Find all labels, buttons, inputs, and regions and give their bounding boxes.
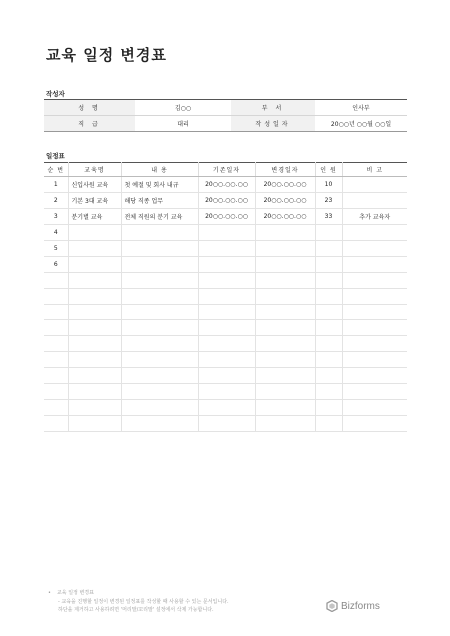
schedule-cell (342, 336, 407, 352)
writer-value-cell: 김○○ (135, 100, 231, 116)
schedule-cell (315, 384, 342, 400)
schedule-cell (342, 352, 407, 368)
schedule-cell: 분기별 교육 (68, 208, 121, 224)
schedule-table (44, 162, 407, 432)
schedule-cell (255, 240, 315, 256)
schedule-cell (121, 336, 198, 352)
writer-value-cell: 인사부 (315, 100, 407, 116)
schedule-cell (342, 400, 407, 416)
schedule-cell (44, 416, 68, 432)
schedule-cell (342, 384, 407, 400)
schedule-column-header: 인 원 (315, 163, 342, 177)
schedule-cell: 첫 예절 및 회사 내규 (121, 177, 198, 193)
footer-title: 교육 일정 변경표 (56, 590, 94, 596)
schedule-cell (68, 256, 121, 272)
schedule-cell (68, 368, 121, 384)
schedule-cell (44, 336, 68, 352)
schedule-cell: 추가 교육자 (342, 208, 407, 224)
schedule-cell (255, 352, 315, 368)
schedule-cell (255, 416, 315, 432)
schedule-cell (342, 224, 407, 240)
schedule-cell (315, 416, 342, 432)
schedule-cell (121, 352, 198, 368)
schedule-cell (121, 320, 198, 336)
schedule-cell (255, 384, 315, 400)
schedule-cell (198, 336, 255, 352)
schedule-cell (68, 384, 121, 400)
schedule-cell (68, 240, 121, 256)
footer-line-2: - 교육을 진행할 일정이 변경된 일정표를 작성할 때 사용할 수 있는 문서입니다. (58, 598, 229, 605)
footer-line-3: 하단을 제거하고 사용하려면 '머리말/꼬리말' 설정에서 삭제 가능합니다. (58, 607, 214, 613)
schedule-cell (44, 304, 68, 320)
table-row (44, 272, 407, 288)
schedule-cell: 기본 3대 교육 (68, 192, 121, 208)
schedule-cell (121, 368, 198, 384)
writer-info-table (44, 99, 407, 132)
schedule-cell (255, 336, 315, 352)
schedule-cell (44, 384, 68, 400)
schedule-cell (255, 256, 315, 272)
schedule-cell (198, 384, 255, 400)
schedule-cell (198, 272, 255, 288)
schedule-cell (198, 368, 255, 384)
schedule-cell (315, 224, 342, 240)
schedule-cell (198, 288, 255, 304)
schedule-cell (255, 272, 315, 288)
schedule-cell (198, 400, 255, 416)
writer-label-cell: 직 급 (44, 116, 135, 132)
table-row (44, 288, 407, 304)
table-row (44, 368, 407, 384)
schedule-cell (342, 192, 407, 208)
schedule-cell (121, 384, 198, 400)
bizforms-logo-icon (326, 600, 338, 612)
schedule-cell (315, 288, 342, 304)
schedule-cell (315, 352, 342, 368)
schedule-cell (255, 288, 315, 304)
schedule-cell (255, 320, 315, 336)
schedule-cell (342, 240, 407, 256)
table-row (44, 384, 407, 400)
footer-note (48, 589, 229, 615)
schedule-cell (315, 336, 342, 352)
schedule-cell: 20○○.○○.○○ (198, 208, 255, 224)
schedule-cell (315, 240, 342, 256)
table-row (44, 320, 407, 336)
schedule-cell: 해당 직종 업무 (121, 192, 198, 208)
schedule-cell (121, 400, 198, 416)
schedule-cell (198, 224, 255, 240)
schedule-cell (121, 288, 198, 304)
writer-value-cell: 20○○년 ○○월 ○○일 (330, 121, 392, 128)
schedule-cell (121, 416, 198, 432)
schedule-cell: 신입사원 교육 (68, 177, 121, 193)
schedule-cell (121, 256, 198, 272)
writer-row (44, 100, 407, 116)
schedule-cell (68, 320, 121, 336)
schedule-cell (198, 320, 255, 336)
table-row (44, 224, 407, 240)
schedule-cell (44, 288, 68, 304)
schedule-cell (44, 320, 68, 336)
schedule-cell (44, 400, 68, 416)
table-row (44, 256, 407, 272)
schedule-cell (121, 304, 198, 320)
schedule-cell: 20○○.○○.○○ (198, 192, 255, 208)
schedule-cell (68, 352, 121, 368)
schedule-cell: 20○○.○○.○○ (198, 177, 255, 193)
schedule-cell (342, 320, 407, 336)
table-row (44, 304, 407, 320)
table-row (44, 192, 407, 208)
schedule-cell (198, 416, 255, 432)
schedule-cell (342, 288, 407, 304)
schedule-cell (68, 416, 121, 432)
table-row (44, 336, 407, 352)
writer-label-cell: 성 명 (44, 100, 135, 116)
schedule-cell (198, 352, 255, 368)
schedule-cell: 20○○.○○.○○ (255, 192, 315, 208)
schedule-column-header: 내 용 (121, 163, 198, 177)
schedule-cell (121, 224, 198, 240)
schedule-cell (121, 240, 198, 256)
schedule-cell (121, 272, 198, 288)
table-row (44, 240, 407, 256)
schedule-cell (68, 224, 121, 240)
writer-label-cell: 작성일자 (231, 116, 315, 132)
schedule-cell (44, 368, 68, 384)
schedule-cell: 6 (44, 256, 68, 272)
schedule-column-header: 순 번 (44, 163, 68, 177)
schedule-cell (315, 304, 342, 320)
schedule-cell (315, 272, 342, 288)
writer-section-heading: 작성자 (46, 90, 65, 98)
schedule-cell (315, 400, 342, 416)
schedule-cell: 4 (44, 224, 68, 240)
schedule-cell (68, 400, 121, 416)
schedule-cell: 23 (315, 192, 342, 208)
schedule-cell: 3 (44, 208, 68, 224)
schedule-cell (68, 288, 121, 304)
schedule-cell (44, 272, 68, 288)
schedule-cell: 1 (44, 177, 68, 193)
schedule-cell (315, 368, 342, 384)
schedule-cell (342, 304, 407, 320)
table-row (44, 208, 407, 224)
writer-value-cell: 대리 (177, 121, 189, 128)
schedule-cell (68, 304, 121, 320)
document-title: 교육 일정 변경표 (46, 46, 167, 64)
schedule-cell (198, 240, 255, 256)
schedule-cell (315, 320, 342, 336)
schedule-cell: 33 (315, 208, 342, 224)
schedule-cell (255, 304, 315, 320)
schedule-cell (342, 256, 407, 272)
schedule-cell (198, 304, 255, 320)
schedule-cell (342, 177, 407, 193)
schedule-cell: 5 (44, 240, 68, 256)
schedule-cell: 전체 직원의 분기 교육 (121, 208, 198, 224)
schedule-cell (68, 272, 121, 288)
bizforms-logo (326, 600, 380, 612)
schedule-section-heading: 일정표 (46, 152, 65, 160)
schedule-cell (255, 368, 315, 384)
schedule-cell (342, 272, 407, 288)
schedule-cell (255, 400, 315, 416)
schedule-cell: 2 (44, 192, 68, 208)
schedule-column-header: 교육명 (68, 163, 121, 177)
schedule-cell (68, 336, 121, 352)
schedule-cell (342, 416, 407, 432)
schedule-cell (255, 224, 315, 240)
schedule-header-row (44, 163, 407, 177)
schedule-cell (315, 256, 342, 272)
writer-label-cell: 부 서 (231, 100, 315, 116)
footer-bullet: • (48, 590, 51, 596)
table-row (44, 416, 407, 432)
schedule-cell (342, 368, 407, 384)
schedule-column-header: 비 고 (342, 163, 407, 177)
schedule-column-header: 변경일자 (255, 163, 315, 177)
writer-row (44, 116, 407, 132)
table-row (44, 400, 407, 416)
schedule-column-header: 기존일자 (198, 163, 255, 177)
table-row (44, 352, 407, 368)
table-row (44, 177, 407, 193)
schedule-cell (44, 352, 68, 368)
schedule-cell (198, 256, 255, 272)
schedule-cell: 20○○.○○.○○ (255, 208, 315, 224)
schedule-cell: 20○○.○○.○○ (255, 177, 315, 193)
schedule-cell: 10 (315, 177, 342, 193)
logo-text: Bizforms (341, 600, 380, 612)
